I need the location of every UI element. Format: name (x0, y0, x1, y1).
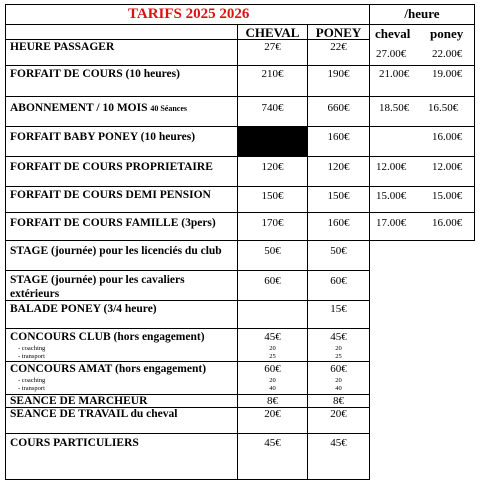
price-cheval: 120€ (261, 161, 284, 173)
sub-label: - transport (18, 353, 45, 360)
grid-line (5, 328, 370, 329)
grid-line (5, 433, 370, 434)
row-label: FORFAIT DE COURS PROPRIETAIRE (10, 161, 213, 173)
grid-line (5, 270, 370, 271)
header-per-hour: /heure (404, 6, 440, 21)
sub-label: - coaching (18, 345, 46, 352)
grid-line (5, 156, 475, 157)
header-poney: PONEY (315, 25, 362, 40)
price-poney: 22€ (330, 41, 347, 53)
sub-price: 40 (269, 385, 276, 392)
price-poney: 20€ (330, 408, 347, 420)
sub-label-text: coaching (21, 377, 46, 384)
price-poney: 60€ (330, 363, 347, 375)
row-label: HEURE PASSAGER (10, 41, 115, 53)
sub-price: 25 (269, 353, 276, 360)
row-label: SEANCE DE MARCHEUR (10, 395, 148, 407)
price-cheval: 210€ (261, 68, 284, 80)
price-poney: 660€ (327, 102, 350, 114)
sub-label-text: coaching (21, 345, 46, 352)
header-poney-hour: poney (430, 26, 464, 41)
header-cheval: CHEVAL (245, 25, 300, 40)
row-label-line2: extérieurs (10, 288, 60, 300)
row-label: FORFAIT DE COURS (10 heures) (10, 68, 180, 80)
sub-label: - coaching (18, 377, 46, 384)
hourly-cheval: 17.00€ (376, 217, 407, 229)
hourly-poney: 16.50€ (428, 102, 459, 114)
grid-line (5, 96, 475, 97)
hourly-poney: 16.00€ (432, 217, 463, 229)
grid-line (5, 186, 475, 187)
price-cheval: 45€ (264, 331, 281, 343)
price-poney: 50€ (330, 245, 347, 257)
row-label (10, 102, 187, 114)
price-poney: 160€ (327, 131, 350, 143)
grid-line (5, 361, 370, 362)
row-label: CONCOURS AMAT (hors engagement) (10, 363, 207, 375)
price-poney: 45€ (330, 331, 347, 343)
hourly-cheval: 15.00€ (376, 190, 407, 202)
blacked-out-cell (238, 127, 307, 156)
grid-line (5, 4, 6, 480)
sub-label-text: transport (21, 353, 45, 360)
grid-line (5, 212, 475, 213)
row-label: COURS PARTICULIERS (10, 437, 139, 449)
sub-price: 20 (335, 377, 342, 384)
price-cheval: 8€ (267, 395, 278, 407)
row-label: BALADE PONEY (3/4 heure) (10, 303, 157, 315)
header-cheval-hour: cheval (375, 26, 411, 41)
hourly-poney: 16.00€ (432, 131, 463, 143)
grid-line (5, 240, 475, 241)
sub-label-text: transport (21, 385, 45, 392)
row-label: FORFAIT BABY PONEY (10 heures) (10, 131, 196, 143)
grid-line (5, 65, 475, 66)
row-label-small: 40 Séances (150, 104, 188, 113)
row-label: STAGE (journée) pour les cavaliers (10, 274, 185, 286)
hourly-poney: 19.00€ (432, 68, 463, 80)
row-label-text: ABONNEMENT / 10 MOIS (10, 102, 148, 114)
price-cheval: 50€ (264, 245, 281, 257)
price-cheval: 27€ (264, 41, 281, 53)
hourly-poney: 12.00€ (432, 161, 463, 173)
price-cheval: 740€ (261, 102, 284, 114)
row-label: STAGE (journée) pour les licenciés du club (10, 245, 222, 257)
page-title: TARIFS 2025 2026 (128, 6, 250, 22)
sub-price: 20 (269, 377, 276, 384)
price-poney: 8€ (333, 395, 344, 407)
price-cheval: 150€ (261, 190, 284, 202)
price-poney: 60€ (330, 275, 347, 287)
price-cheval: 170€ (261, 217, 284, 229)
sub-price: 20 (269, 345, 276, 352)
price-poney: 120€ (327, 161, 350, 173)
price-poney: 190€ (327, 68, 350, 80)
grid-line (5, 479, 370, 480)
sub-price: 40 (335, 385, 342, 392)
price-poney: 15€ (330, 303, 347, 315)
grid-line (5, 300, 370, 301)
sub-price: 25 (335, 353, 342, 360)
grid-line (474, 4, 475, 240)
hourly-cheval: 12.00€ (376, 161, 407, 173)
sub-label: - transport (18, 385, 45, 392)
price-poney: 45€ (330, 437, 347, 449)
hourly-poney: 22.00€ (432, 48, 463, 60)
price-poney: 160€ (327, 217, 350, 229)
hourly-cheval: 21.00€ (379, 68, 410, 80)
sub-price: 20 (335, 345, 342, 352)
grid-line (369, 4, 370, 480)
row-label: SEANCE DE TRAVAIL du cheval (10, 408, 178, 420)
hourly-poney: 15.00€ (432, 190, 463, 202)
row-label: CONCOURS CLUB (hors engagement) (10, 331, 205, 343)
grid-line (5, 4, 475, 5)
hourly-cheval: 18.50€ (379, 102, 410, 114)
hourly-cheval: 27.00€ (376, 48, 407, 60)
price-poney: 150€ (327, 190, 350, 202)
price-cheval: 60€ (264, 363, 281, 375)
row-label: FORFAIT DE COURS FAMILLE (3pers) (10, 217, 216, 229)
row-label: FORFAIT DE COURS DEMI PENSION (10, 189, 211, 201)
grid-line (369, 24, 475, 25)
price-cheval: 60€ (264, 275, 281, 287)
price-cheval: 45€ (264, 437, 281, 449)
price-cheval: 20€ (264, 408, 281, 420)
